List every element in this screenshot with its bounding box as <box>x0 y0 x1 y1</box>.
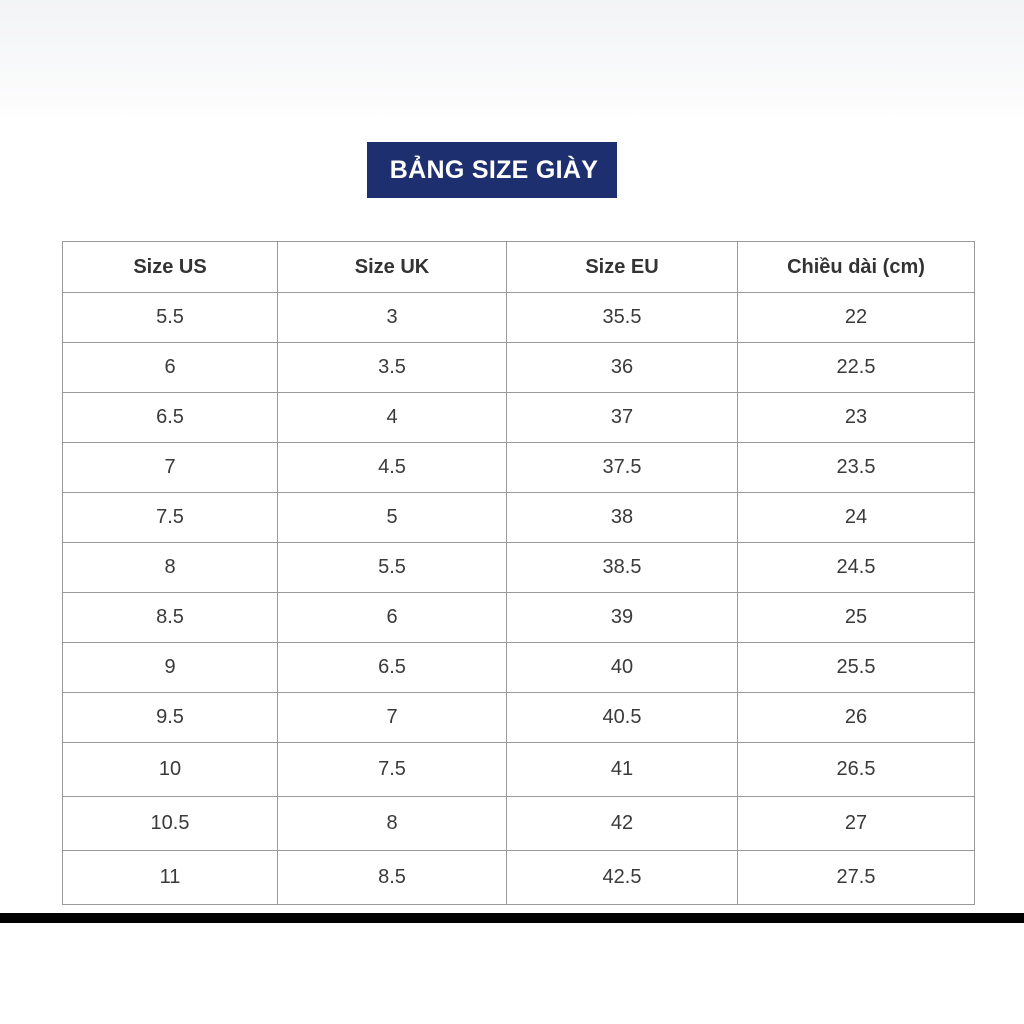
table-row <box>63 443 975 493</box>
cell-size-us: 6 <box>63 343 278 393</box>
cell-size-us: 6.5 <box>63 393 278 443</box>
cell-size-eu: 40.5 <box>507 693 738 743</box>
cell-size-us: 9 <box>63 643 278 693</box>
cell-size-us: 5.5 <box>63 293 278 343</box>
cell-size-us: 11 <box>63 851 278 905</box>
cell-size-uk: 6 <box>278 593 507 643</box>
cell-length-cm: 25 <box>738 593 975 643</box>
cell-size-eu: 37.5 <box>507 443 738 493</box>
cell-size-us: 8.5 <box>63 593 278 643</box>
cell-size-eu: 35.5 <box>507 293 738 343</box>
table-row <box>63 493 975 543</box>
table-row <box>63 543 975 593</box>
cell-size-us: 9.5 <box>63 693 278 743</box>
header-size-eu: Size EU <box>507 242 738 293</box>
header-length-cm: Chiều dài (cm) <box>738 242 975 293</box>
cell-length-cm: 23 <box>738 393 975 443</box>
cell-size-uk: 7.5 <box>278 743 507 797</box>
cell-size-uk: 4.5 <box>278 443 507 493</box>
header-size-uk: Size UK <box>278 242 507 293</box>
table-row <box>63 643 975 693</box>
cell-size-eu: 36 <box>507 343 738 393</box>
cell-size-uk: 8.5 <box>278 851 507 905</box>
cell-size-eu: 39 <box>507 593 738 643</box>
table-body <box>63 293 975 905</box>
cell-size-uk: 5.5 <box>278 543 507 593</box>
cell-length-cm: 26.5 <box>738 743 975 797</box>
top-background <box>0 0 1024 120</box>
cell-length-cm: 22 <box>738 293 975 343</box>
cell-size-us: 7.5 <box>63 493 278 543</box>
table-row <box>63 797 975 851</box>
cell-size-eu: 38 <box>507 493 738 543</box>
cell-size-uk: 5 <box>278 493 507 543</box>
cell-length-cm: 25.5 <box>738 643 975 693</box>
table-header-row <box>63 242 975 293</box>
table-row <box>63 693 975 743</box>
cell-length-cm: 24 <box>738 493 975 543</box>
cell-size-eu: 38.5 <box>507 543 738 593</box>
cell-size-eu: 42.5 <box>507 851 738 905</box>
cell-size-uk: 7 <box>278 693 507 743</box>
table-row <box>63 593 975 643</box>
table-row <box>63 393 975 443</box>
header-size-us: Size US <box>63 242 278 293</box>
bottom-border-bar <box>0 913 1024 923</box>
cell-length-cm: 26 <box>738 693 975 743</box>
size-chart-table <box>62 241 975 905</box>
cell-size-uk: 6.5 <box>278 643 507 693</box>
cell-size-eu: 40 <box>507 643 738 693</box>
table-row <box>63 851 975 905</box>
cell-size-uk: 3.5 <box>278 343 507 393</box>
cell-size-eu: 37 <box>507 393 738 443</box>
cell-size-uk: 3 <box>278 293 507 343</box>
cell-length-cm: 27 <box>738 797 975 851</box>
cell-size-uk: 4 <box>278 393 507 443</box>
cell-length-cm: 22.5 <box>738 343 975 393</box>
cell-size-us: 10 <box>63 743 278 797</box>
cell-size-eu: 42 <box>507 797 738 851</box>
cell-size-us: 10.5 <box>63 797 278 851</box>
cell-size-us: 8 <box>63 543 278 593</box>
cell-size-eu: 41 <box>507 743 738 797</box>
cell-length-cm: 23.5 <box>738 443 975 493</box>
page-title: BẢNG SIZE GIÀY <box>367 142 617 198</box>
table-row <box>63 743 975 797</box>
cell-length-cm: 24.5 <box>738 543 975 593</box>
cell-size-uk: 8 <box>278 797 507 851</box>
cell-length-cm: 27.5 <box>738 851 975 905</box>
cell-size-us: 7 <box>63 443 278 493</box>
table-row <box>63 343 975 393</box>
table-row <box>63 293 975 343</box>
